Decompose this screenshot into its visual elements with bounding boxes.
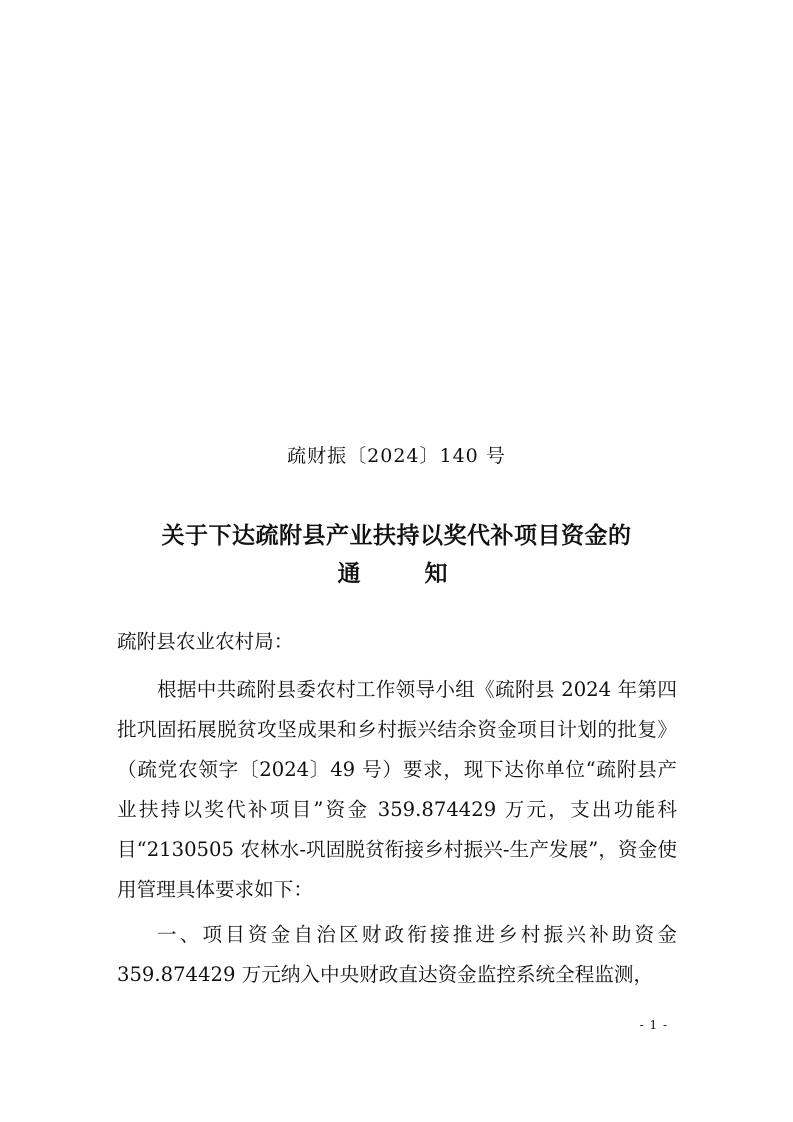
addressee: 疏附县农业农村局： bbox=[117, 630, 294, 653]
title-line-2: 通 知 bbox=[337, 561, 476, 587]
document-title bbox=[0, 518, 793, 592]
title-line-1: 关于下达疏附县产业扶持以奖代补项目资金的 bbox=[161, 523, 632, 549]
body-paragraph-1: 根据中共疏附县委农村工作领导小组《疏附县 2024 年第四批巩固拓展脱贫攻坚成果和乡村振兴结余资金项目计划的批复》（疏党农领字〔2024〕49 号）要求，现下达你单位“疏附县产业扶持以奖代补项目”资金 359.874429 万元，支出功能科目“2130505 农林水-巩固脱贫衔接乡村振兴-生产发展”，资金使用管理具体要求如下： bbox=[117, 678, 677, 901]
page-number: - 1 - bbox=[639, 1018, 668, 1032]
document-number: 疏财振〔2024〕140 号 bbox=[287, 445, 506, 467]
body-paragraph-2: 一、项目资金自治区财政衔接推进乡村振兴补助资金 359.874429 万元纳入中央财政直达资金监控系统全程监测， bbox=[117, 923, 677, 986]
